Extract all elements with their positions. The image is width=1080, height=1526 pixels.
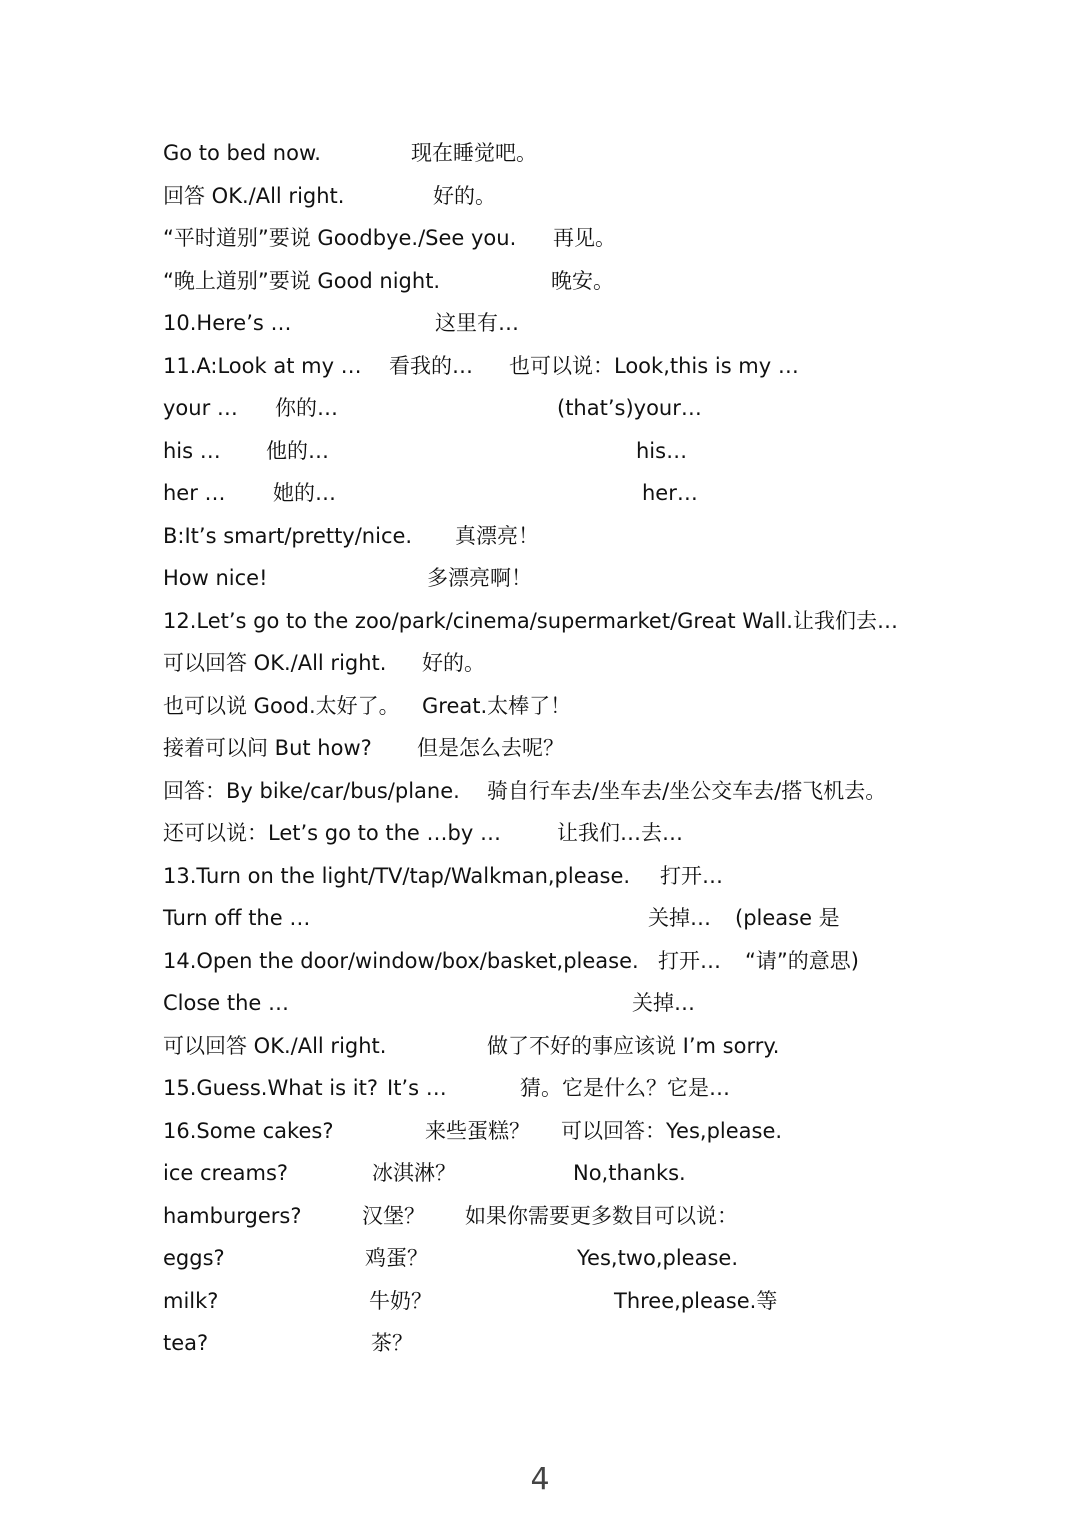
text-segment: 骑自行车去/坐车去/坐公交车去/搭飞机去。 (487, 778, 887, 803)
text-line (0, 1156, 1080, 1190)
text-segment: 汉堡？ (362, 1203, 425, 1228)
text-line (0, 1241, 1080, 1275)
text-segment: “请”的意思) (745, 948, 859, 973)
text-segment: “晚上道别”要说 Good night. (163, 268, 441, 293)
text-line (0, 221, 1080, 255)
text-segment: It’s … (387, 1076, 447, 1100)
text-segment: 10.Here’s … (163, 311, 292, 335)
text-segment: 茶？ (371, 1331, 413, 1355)
text-segment: 来些蛋糕？ (425, 1118, 530, 1143)
text-segment: How nice! (163, 566, 268, 590)
text-segment: 接着可以问 But how? (163, 736, 372, 760)
text-segment: 打开… (660, 863, 723, 888)
text-segment: Turn off the … (163, 906, 311, 930)
text-line (0, 391, 1080, 425)
text-segment: eggs? (163, 1246, 225, 1270)
text-line (0, 646, 1080, 680)
text-segment: 鸡蛋？ (365, 1246, 428, 1270)
text-segment: tea? (163, 1331, 209, 1355)
text-segment: 这里有… (435, 311, 519, 335)
text-segment: 可以回答 OK./All right. (163, 1033, 387, 1058)
text-segment: Go to bed now. (163, 141, 321, 165)
text-segment: 打开… (658, 948, 721, 973)
text-segment: her… (642, 481, 698, 505)
text-segment: 牛奶？ (369, 1288, 432, 1313)
text-segment: 多漂亮啊！ (427, 566, 532, 590)
text-segment: 回答 OK./All right. (163, 183, 345, 208)
text-line (0, 1029, 1080, 1063)
text-segment: Yes,two,please. (577, 1246, 738, 1270)
text-segment: 她的… (273, 481, 336, 505)
text-line (0, 136, 1080, 170)
text-segment: your … (163, 396, 238, 420)
text-segment: “平时道别”要说 Goodbye./See you. (163, 226, 517, 250)
text-line (0, 1326, 1080, 1360)
text-segment: 12.Let’s go to the zoo/park/cinema/supermarket/Great Wall.让我们去… (163, 608, 898, 633)
text-segment: ice creams? (163, 1161, 289, 1185)
text-segment: 晚安。 (551, 268, 614, 293)
text-segment: Three,please.等 (614, 1288, 778, 1313)
page-number: 4 (530, 1462, 550, 1497)
text-line (0, 689, 1080, 723)
text-segment: 真漂亮！ (455, 523, 539, 548)
text-segment: 让我们…去… (557, 821, 683, 845)
text-segment: 再见。 (553, 226, 616, 250)
text-segment: 可以回答：Yes,please. (561, 1118, 783, 1143)
text-line (0, 179, 1080, 213)
text-line (0, 306, 1080, 340)
text-segment: 关掉… (648, 906, 711, 930)
text-segment: 他的… (266, 438, 329, 463)
text-segment: 13.Turn on the light/TV/tap/Walkman,please. (163, 863, 631, 888)
text-line (0, 1071, 1080, 1105)
text-line (0, 349, 1080, 383)
text-line (0, 561, 1080, 595)
text-segment: 可以回答 OK./All right. (163, 651, 387, 675)
text-line (0, 859, 1080, 893)
text-line (0, 1114, 1080, 1148)
text-segment: 好的。 (433, 183, 496, 208)
text-segment: 猜。它是什么？它是… (520, 1076, 730, 1100)
text-segment: B:It’s smart/pretty/nice. (163, 523, 413, 548)
text-segment: No,thanks. (573, 1161, 686, 1185)
text-line (0, 434, 1080, 468)
text-segment: 关掉… (632, 991, 695, 1015)
text-segment: his … (163, 438, 221, 463)
text-segment: Close the … (163, 991, 290, 1015)
text-line (0, 264, 1080, 298)
text-line (0, 519, 1080, 553)
text-segment: 15.Guess.What is it? (163, 1076, 378, 1100)
text-segment: milk? (163, 1288, 219, 1313)
text-line (0, 774, 1080, 808)
text-segment: 回答：By bike/car/bus/plane. (163, 778, 460, 803)
text-line (0, 476, 1080, 510)
text-segment: 也可以说 Good.太好了。 (163, 693, 400, 718)
text-segment: 还可以说：Let’s go to the …by … (163, 821, 501, 845)
text-segment: 你的… (275, 396, 338, 420)
text-segment: 11.A:Look at my … (163, 353, 362, 378)
text-line (0, 604, 1080, 638)
text-segment: 但是怎么去呢？ (417, 736, 564, 760)
text-segment: 现在睡觉吧。 (411, 141, 537, 165)
text-segment: (that’s)your… (557, 396, 702, 420)
text-line (0, 1199, 1080, 1233)
text-line (0, 1284, 1080, 1318)
text-segment: 做了不好的事应该说 I’m sorry. (487, 1033, 780, 1058)
text-segment: his… (636, 438, 688, 463)
text-line (0, 731, 1080, 765)
text-line (0, 816, 1080, 850)
text-segment: 看我的… (389, 353, 473, 378)
text-segment: her … (163, 481, 226, 505)
text-segment: 好的。 (422, 651, 485, 675)
text-segment: 也可以说：Look,this is my … (509, 353, 799, 378)
text-line (0, 944, 1080, 978)
text-line (0, 901, 1080, 935)
text-segment: (please 是 (735, 906, 840, 930)
text-segment: hamburgers? (163, 1203, 302, 1228)
text-segment: Great.太棒了！ (422, 693, 572, 718)
text-segment: 如果你需要更多数目可以说： (465, 1203, 738, 1228)
text-line (0, 986, 1080, 1020)
text-segment: 冰淇淋？ (372, 1161, 456, 1185)
text-segment: 14.Open the door/window/box/basket,please. (163, 948, 639, 973)
text-segment: 16.Some cakes? (163, 1118, 334, 1143)
